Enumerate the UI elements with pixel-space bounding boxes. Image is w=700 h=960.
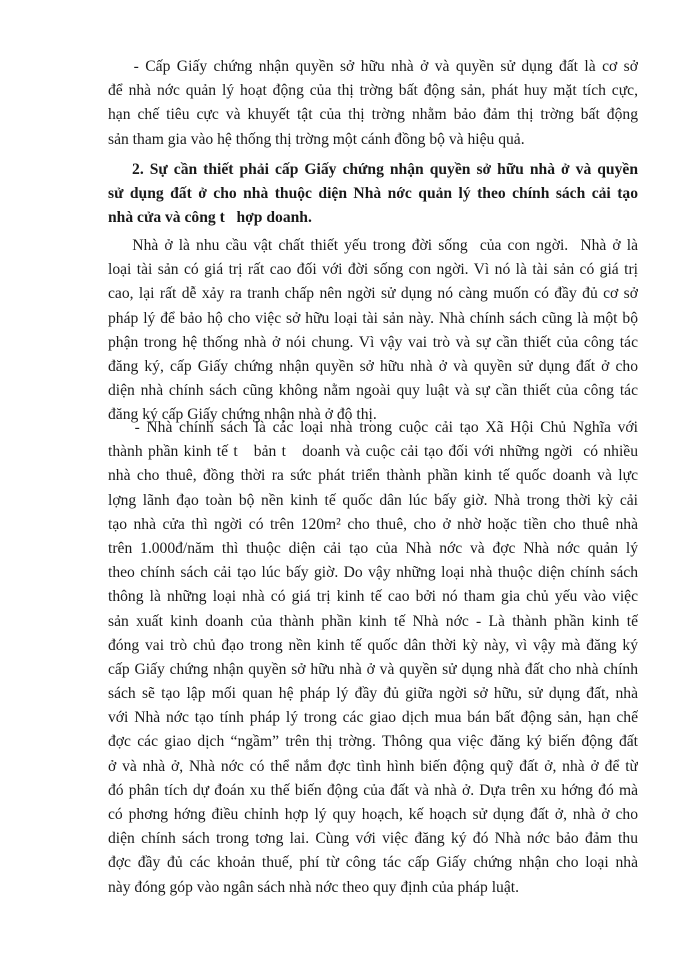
text-line: cấp Giấy chứng nhận quyền sở hữu nhà ở và quyền sử dụng nhà đất cho nhà chính bbox=[108, 660, 638, 678]
text-line: có phơng hớng điều chỉnh hợp lý quy hoạch, kế hoạch sử dụng đất ở, nhà ở cho bbox=[108, 806, 638, 823]
section-heading bbox=[108, 158, 638, 231]
paragraph-policy-housing bbox=[108, 416, 638, 900]
text-line: sản xuất kinh doanh của thành phần kinh tế Nhà nớc - Là thành phần kinh tế bbox=[108, 612, 638, 630]
text-line: thông là những loại nhà có giá trị kinh tế cao bởi nó tham gia chủ yếu vào việc bbox=[108, 588, 638, 606]
text-line: diện nhà chính sách cũng không nằm ngoài quy luật và sự cần thiết của công tác bbox=[108, 382, 638, 400]
text-line: đó phân tích dự đoán xu thế biến động của đất và nhà ở. Dựa trên xu hớng đó mà bbox=[108, 781, 638, 799]
text-line: - Nhà chính sách là các loại nhà trong cuộc cải tạo Xã Hội Chủ Nghĩa với bbox=[108, 419, 638, 436]
text-line: đóng vai trò chủ đạo trong nền kinh tế quốc dân thời kỳ này, vì vậy mà đăng ký bbox=[108, 636, 638, 654]
paragraph-housing-need bbox=[108, 234, 638, 428]
text-line: cao, lại rất dễ xảy ra tranh chấp nên ngời sử dụng nó càng muốn có đầy đủ cơ sở bbox=[108, 285, 638, 303]
paragraph-legal-basis bbox=[108, 55, 638, 152]
text-line: ở và nhà ở, Nhà nớc có thể nắm đợc tình hình biến động quỹ đất ở, nhà ở để từ bbox=[108, 757, 638, 775]
heading-line: nhà cửa và công t hợp doanh. bbox=[108, 209, 312, 227]
text-line: nhà cho thuê, đồng thời ra sức phát triển thành phần kinh tế quốc doanh và lực bbox=[108, 467, 638, 485]
text-line: pháp lý để bảo hộ cho việc sở hữu loại tài sản này. Nhà chính sách cũng là một bộ bbox=[108, 309, 638, 327]
text-line: để nhà nớc quản lý hoạt động của thị trờng bất động sản, phát huy mặt tích cực, bbox=[108, 82, 638, 100]
text-line: thành phần kinh tế t bản t doanh và cuộc cải tạo đối với những ngời có nhiều bbox=[108, 443, 638, 461]
text-line: sách sẽ tạo lập mối quan hệ pháp lý đầy đủ giữa ngời sở hữu, sử dụng đất, nhà bbox=[108, 685, 638, 703]
text-line: hạn chế tiêu cực và khuyết tật của thị trờng nhằm bảo đảm thị trờng bất động bbox=[108, 106, 638, 124]
text-line: sản tham gia vào hệ thống thị trờng một cánh đồng bộ và hiệu quả. bbox=[108, 130, 525, 148]
text-line: đợc đầy đủ các khoản thuế, phí từ công tác cấp Giấy chứng nhận cho loại nhà bbox=[108, 854, 638, 872]
text-line: Nhà ở là nhu cầu vật chất thiết yếu trong đời sống của con ngời. Nhà ở là bbox=[108, 237, 638, 254]
heading-line: sử dụng đất ở cho nhà thuộc diện Nhà nớc quản lý theo chính sách cải tạo bbox=[108, 185, 638, 203]
text-line: diện chính sách trong tơng lai. Cùng với việc đăng ký đó Nhà nớc bảo đảm thu bbox=[108, 830, 638, 848]
text-line: với Nhà nớc tạo tính pháp lý trong các giao dịch mua bán bất động sản, hạn chế bbox=[108, 709, 638, 727]
text-line: - Cấp Giấy chứng nhận quyền sở hữu nhà ở và quyền sử dụng đất là cơ sở bbox=[108, 58, 638, 75]
text-line: đăng ký cấp Giấy chứng nhận nhà ở đô thị. bbox=[108, 406, 377, 424]
text-line: theo chính sách cải tạo lúc bấy giờ. Do vậy những loại nhà thuộc diện chính sách bbox=[108, 564, 638, 582]
text-line: đợc các giao dịch “ngầm” trên thị trờng. Thông qua việc đăng ký biến động đất bbox=[108, 733, 638, 751]
text-line: phận trong hệ thống nhà ở nói chung. Vì vậy vai trò và sự cần thiết của công tác bbox=[108, 333, 638, 351]
text-line: này đóng góp vào ngân sách nhà nớc theo quy định của pháp luật. bbox=[108, 878, 519, 896]
text-line: tạo nhà cửa thì ngời có trên 120m² cho thuê, cho ở nhờ hoặc tiền cho thuê nhà bbox=[108, 515, 638, 533]
text-line: lợng lãnh đạo toàn bộ nền kinh tế quốc dân lúc bấy giờ. Nhà trong thời kỳ cải bbox=[108, 491, 638, 509]
heading-line: 2. Sự cần thiết phải cấp Giấy chứng nhận quyền sở hữu nhà ở và quyền bbox=[108, 161, 638, 178]
text-line: trên 1.000đ/năm thì thuộc diện cải tạo của Nhà nớc và đợc Nhà nớc quản lý bbox=[108, 539, 638, 557]
text-line: đăng ký, cấp Giấy chứng nhận quyền sở hữu nhà ở và quyền sử dụng đất ở cho bbox=[108, 357, 638, 375]
text-line: loại tài sản có giá trị rất cao đối với đời sống con ngời. Vì nó là tài sản có giá trị bbox=[108, 261, 638, 279]
